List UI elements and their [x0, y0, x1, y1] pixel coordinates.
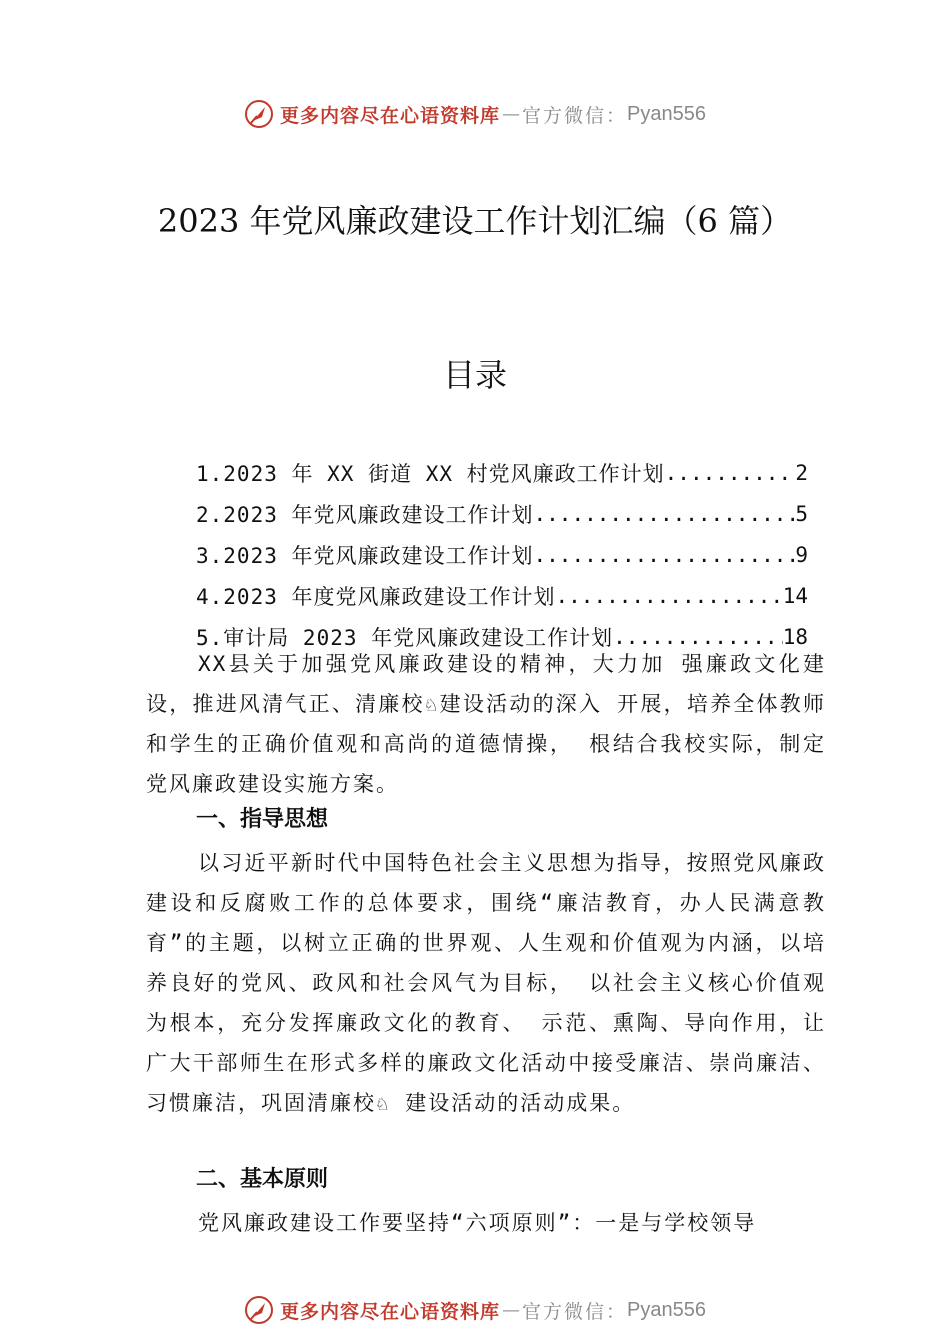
section-heading-basic-principles: 二、基本原则 [196, 1167, 329, 1192]
toc-leader-dots [556, 584, 783, 608]
watermark-banner-top [0, 94, 950, 134]
basic-principles-paragraph: 党风廉政建设工作要坚持“六项原则”：一是与学校领导 [198, 1211, 757, 1235]
intro-paragraph: XX县关于加强党风廉政建设的精神，大力加 强廉政文化建设，推进风清气正、清廉校♘建设活动的深入 开展，培养全体教师和学生的正确价值观和高尚的道德情操， 根结合我校实际，制定党风廉政建设实施方案。 [146, 652, 826, 796]
toc-item-title: 5.审计局 2023 年党风廉政建设工作计划 [196, 625, 614, 650]
guiding-ideology-paragraph: 以习近平新时代中国特色社会主义思想为指导，按照党风廉政建设和反腐败工作的总体要求，围绕“廉洁教育，办人民满意教育”的主题，以树立正确的世界观、人生观和价值观为内涵，以培养良好的党风、政风和社会风气为目标， 以社会主义核心价值观为根本，充分发挥廉政文化的教育、 示范、熏陶、导向作用，让广大干部师生在形式多样的廉政文化活动中接受廉洁、崇尚廉洁、习惯廉洁，巩固清廉校♘ 建设活动的活动成果。 [146, 851, 826, 1115]
toc-item[interactable] [196, 452, 808, 493]
banner-dash: — [502, 103, 521, 125]
toc-item[interactable] [196, 493, 808, 534]
section-heading-guiding-ideology: 一、指导思想 [196, 807, 329, 832]
feather-logo-icon [244, 1295, 274, 1325]
banner-brand-text: 更多内容尽在心语资料库 [280, 104, 501, 127]
banner-official-label: 官方微信： [522, 104, 628, 127]
toc-leader-dots [534, 543, 796, 567]
banner-handle: Pyan556 [627, 102, 706, 125]
toc-item-page: 9 [795, 542, 808, 567]
toc-item-page: 18 [782, 624, 808, 649]
toc-item-title: 3.2023 年党风廉政建设工作计划 [196, 543, 534, 568]
toc-leader-dots [665, 461, 796, 485]
toc-item-title: 1.2023 年 XX 街道 XX 村党风廉政工作计划 [196, 461, 665, 486]
toc-heading: 目录 [442, 356, 507, 394]
toc-item[interactable] [196, 534, 808, 575]
toc-item-page: 5 [795, 501, 808, 526]
feather-logo-icon [244, 99, 274, 129]
toc-item-title: 2.2023 年党风廉政建设工作计划 [196, 502, 534, 527]
banner-dash: — [502, 1299, 521, 1321]
toc-item[interactable] [196, 575, 808, 616]
watermark-banner-bottom [0, 1290, 950, 1330]
toc-item-title: 4.2023 年度党风廉政建设工作计划 [196, 584, 556, 609]
banner-official-label: 官方微信： [522, 1300, 628, 1323]
banner-brand-text: 更多内容尽在心语资料库 [280, 1300, 501, 1323]
table-of-contents [196, 452, 808, 657]
toc-item-page: 14 [782, 583, 808, 608]
toc-leader-dots [534, 502, 796, 526]
toc-item-page: 2 [795, 460, 808, 485]
document-title: 2023 年党风廉政建设工作计划汇编（6 篇） [157, 202, 793, 240]
banner-handle: Pyan556 [627, 1298, 706, 1321]
